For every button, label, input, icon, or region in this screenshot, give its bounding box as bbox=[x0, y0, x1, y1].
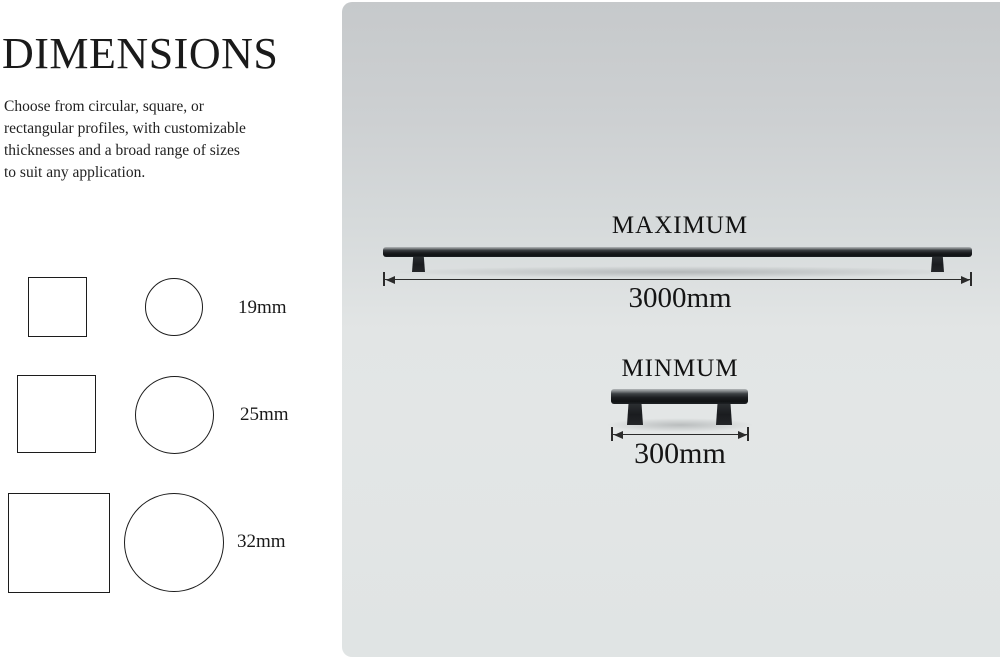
product-photo-panel bbox=[342, 2, 1000, 657]
circle-profile-32mm bbox=[124, 493, 224, 592]
dimension-rule bbox=[612, 434, 748, 435]
maximum-handle-foot-right bbox=[931, 255, 944, 272]
maximum-handle-foot-left bbox=[412, 255, 425, 272]
square-profile-25mm bbox=[17, 375, 96, 453]
dimension-tick-left bbox=[611, 427, 613, 441]
description-line: Choose from circular, square, or bbox=[4, 98, 204, 115]
arrow-right-icon bbox=[738, 431, 747, 439]
dimension-tick-left bbox=[383, 272, 385, 286]
arrow-right-icon bbox=[961, 276, 970, 284]
circle-profile-19mm bbox=[145, 278, 203, 336]
minimum-handle-foot-left bbox=[627, 402, 643, 425]
circle-profile-25mm bbox=[135, 376, 214, 454]
size-label-25mm: 25mm bbox=[240, 404, 289, 425]
arrow-left-icon bbox=[386, 276, 395, 284]
maximum-handle-bar bbox=[383, 247, 972, 257]
dimension-tick-right bbox=[747, 427, 749, 441]
dimension-tick-right bbox=[970, 272, 972, 286]
minimum-handle-bar bbox=[611, 389, 748, 404]
minimum-handle-foot-right bbox=[716, 402, 732, 425]
square-profile-19mm bbox=[28, 277, 87, 337]
dimension-rule bbox=[384, 279, 971, 280]
description-line: thicknesses and a broad range of sizes bbox=[4, 142, 240, 159]
maximum-heading: MAXIMUM bbox=[611, 212, 749, 239]
arrow-left-icon bbox=[614, 431, 623, 439]
description-line: rectangular profiles, with customizable bbox=[4, 120, 246, 137]
square-profile-32mm bbox=[8, 493, 110, 593]
description-text bbox=[4, 96, 304, 184]
page-title: DIMENSIONS bbox=[2, 29, 279, 78]
size-label-19mm: 19mm bbox=[238, 297, 287, 318]
minimum-dimension-line bbox=[611, 427, 749, 441]
minimum-heading: MINMUM bbox=[621, 355, 739, 382]
size-label-32mm: 32mm bbox=[237, 531, 286, 552]
minimum-length-label: 300mm bbox=[634, 437, 726, 470]
maximum-dimension-line bbox=[383, 272, 972, 286]
description-line: to suit any application. bbox=[4, 164, 146, 181]
maximum-length-label: 3000mm bbox=[628, 282, 732, 314]
